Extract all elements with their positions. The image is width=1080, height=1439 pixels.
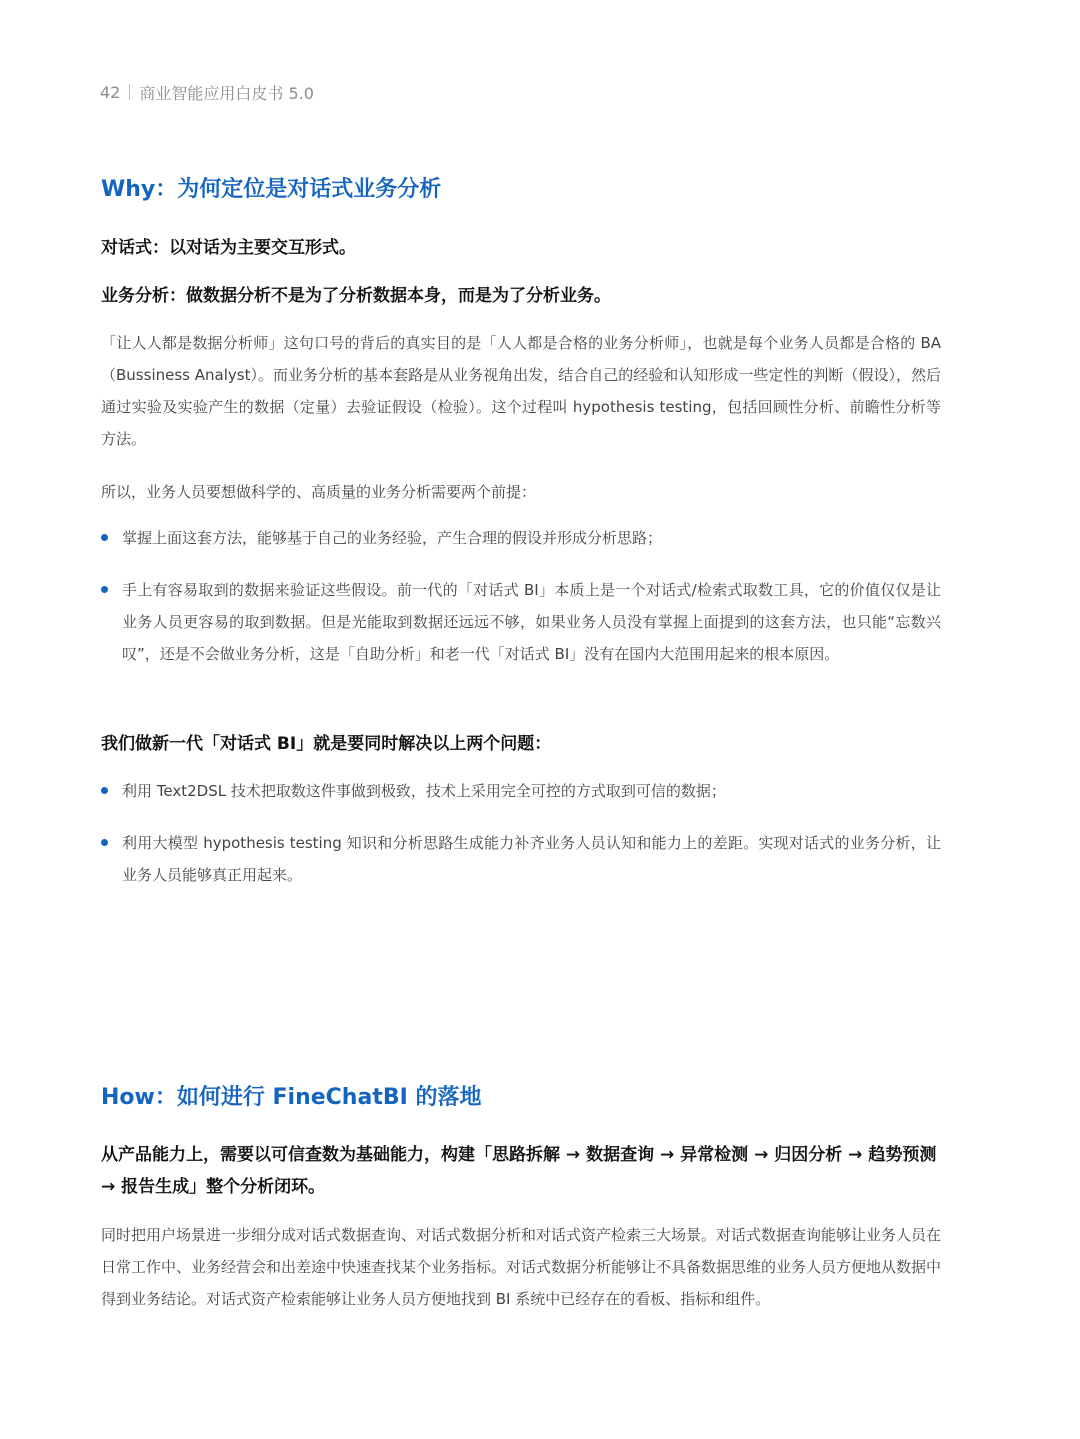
why-bullet2-2 xyxy=(101,827,941,891)
why-solution-statement: 我们做新一代「对话式 BI」就是要同时解决以上两个问题： xyxy=(101,734,552,754)
page-number: 42 xyxy=(100,82,121,102)
how-product-capability: 从产品能力上，需要以可信查数为基础能力，构建「思路拆解 → 数据查询 → 异常检测 → 归因分析 → 趋势预测 → 报告生成」整个分析闭环。 xyxy=(101,1145,937,1197)
book-title: 商业智能应用白皮书 5.0 xyxy=(139,83,314,103)
why-section-title: Why：为何定位是对话式业务分析 xyxy=(101,177,442,202)
how-section-title: How：如何进行 FineChatBI 的落地 xyxy=(101,1085,482,1110)
bullet-dot-icon xyxy=(101,787,108,794)
why-bullet-2 xyxy=(101,574,941,670)
why-bullet-1 xyxy=(101,522,941,554)
page-header xyxy=(100,80,314,104)
bullet-dot-icon xyxy=(101,839,108,846)
bullet-text: 手上有容易取到的数据来验证这些假设。前一代的「对话式 BI」本质上是一个对话式/检索式取数工具，它的价值仅仅是让业务人员更容易的取到数据。但是光能取到数据还远远不够，如果业务人员没有掌握上面提到的这套方法，也只能“忘数兴叹”，还是不会做业务分析，这是「自助分析」和老一代「对话式 BI」没有在国内大范围用起来的根本原因。 xyxy=(122,581,941,663)
bullet-dot-icon xyxy=(101,534,108,541)
bullet-dot-icon xyxy=(101,586,108,593)
why-definition-business-analysis: 业务分析：做数据分析不是为了分析数据本身，而是为了分析业务。 xyxy=(101,286,611,306)
how-paragraph-1: 同时把用户场景进一步细分成对话式数据查询、对话式数据分析和对话式资产检索三大场景。对话式数据查询能够让业务人员在日常工作中、业务经营会和出差途中快速查找某个业务指标。对话式数据分析能够让不具备数据思维的业务人员方便地从数据中得到业务结论。对话式资产检索能够让业务人员方便地找到 BI 系统中已经存在的看板、指标和组件。 xyxy=(101,1226,942,1308)
why-bullet2-1 xyxy=(101,775,941,807)
why-paragraph-1: 「让人人都是数据分析师」这句口号的背后的真实目的是「人人都是合格的业务分析师」，也就是每个业务人员都是合格的 BA（Bussiness Analyst）。而业务分析的基本套路是从业务视角出发，结合自己的经验和认知形成一些定性的判断（假设），然后通过实验及实验产生的数据（定量）去验证假设（检验）。这个过程叫 hypothesis testing，包括回顾性分析、前瞻性分析等方法。 xyxy=(101,334,941,448)
why-definition-dialogue: 对话式：以对话为主要交互形式。 xyxy=(101,238,356,258)
bullet-text: 利用大模型 hypothesis testing 知识和分析思路生成能力补齐业务人员认知和能力上的差距。实现对话式的业务分析，让业务人员能够真正用起来。 xyxy=(122,834,941,884)
why-paragraph-2: 所以，业务人员要想做科学的、高质量的业务分析需要两个前提： xyxy=(101,483,537,501)
bullet-text: 掌握上面这套方法，能够基于自己的业务经验，产生合理的假设并形成分析思路； xyxy=(122,529,663,547)
bullet-text: 利用 Text2DSL 技术把取数这件事做到极致，技术上采用完全可控的方式取到可信的数据； xyxy=(122,782,726,800)
header-divider xyxy=(129,84,130,100)
